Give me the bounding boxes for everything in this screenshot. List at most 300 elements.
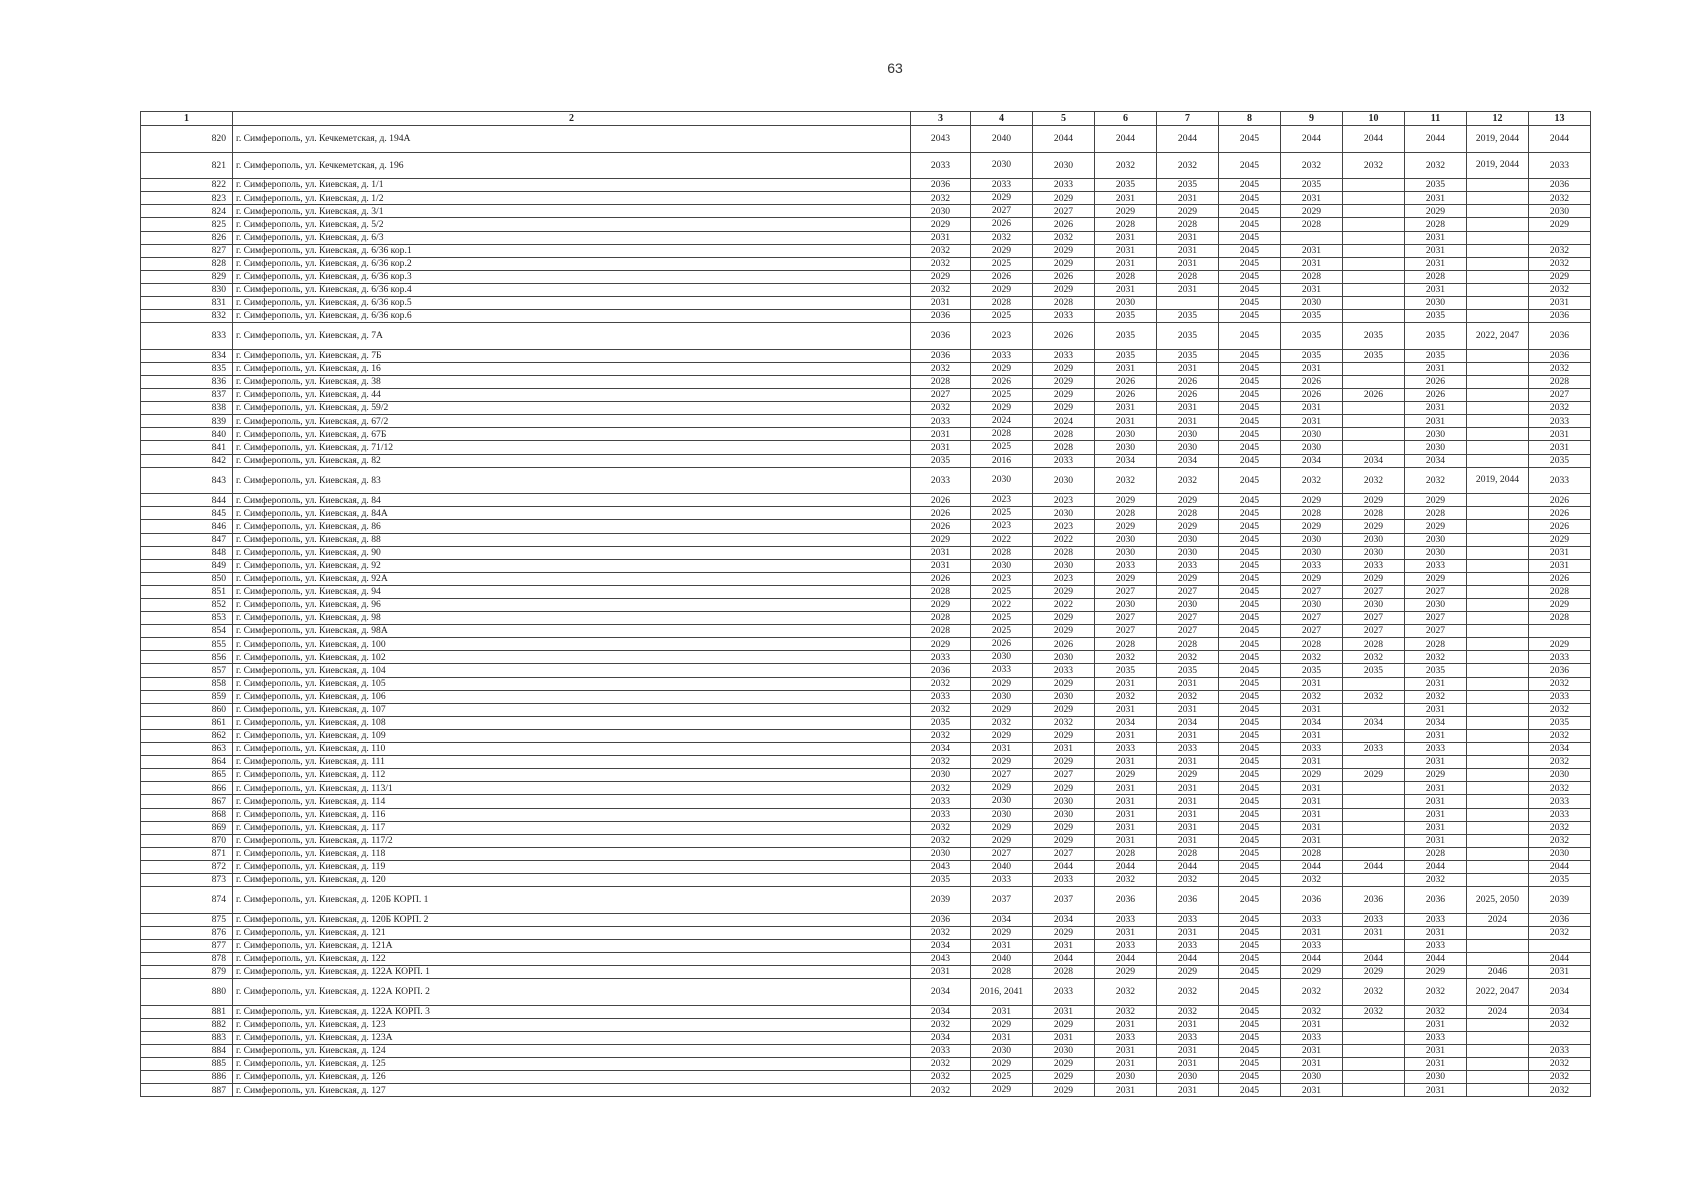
- year-cell-col-10: 2032: [1343, 467, 1405, 494]
- year-cell-col-3: 2028: [911, 585, 971, 598]
- year-cell-col-6: 2026: [1095, 389, 1157, 402]
- year-cell-col-4: 2029: [971, 244, 1033, 257]
- address-cell: г. Симферополь, ул. Киевская, д. 114: [233, 795, 911, 808]
- table-row: [141, 454, 1591, 467]
- year-cell-col-12: [1467, 362, 1529, 375]
- year-cell-col-11: 2029: [1405, 769, 1467, 782]
- row-number-cell: 870: [141, 834, 233, 847]
- year-cell-col-3: 2043: [911, 952, 971, 965]
- year-cell-col-13: 2029: [1529, 270, 1591, 283]
- year-cell-col-9: 2033: [1281, 939, 1343, 952]
- address-cell: г. Симферополь, ул. Киевская, д. 44: [233, 389, 911, 402]
- year-cell-col-12: [1467, 507, 1529, 520]
- year-cell-col-11: 2044: [1405, 860, 1467, 873]
- year-cell-col-9: 2033: [1281, 1031, 1343, 1044]
- year-cell-col-11: 2031: [1405, 1084, 1467, 1097]
- year-cell-col-4: 2033: [971, 664, 1033, 677]
- year-cell-col-6: 2030: [1095, 428, 1157, 441]
- year-cell-col-5: 2031: [1033, 1031, 1095, 1044]
- table-row: [141, 729, 1591, 742]
- header-row: [141, 112, 1591, 126]
- address-cell: г. Симферополь, ул. Киевская, д. 104: [233, 664, 911, 677]
- address-cell: г. Симферополь, ул. Киевская, д. 125: [233, 1058, 911, 1071]
- row-number-cell: 867: [141, 795, 233, 808]
- year-cell-col-12: [1467, 218, 1529, 231]
- year-cell-col-11: 2031: [1405, 795, 1467, 808]
- year-cell-col-7: 2034: [1157, 454, 1219, 467]
- year-cell-col-10: 2029: [1343, 966, 1405, 979]
- year-cell-col-13: 2029: [1529, 599, 1591, 612]
- address-cell: г. Симферополь, ул. Киевская, д. 6/36 кор.3: [233, 270, 911, 283]
- year-cell-col-11: 2031: [1405, 821, 1467, 834]
- year-cell-col-8: 2045: [1219, 782, 1281, 795]
- year-cell-col-12: [1467, 231, 1529, 244]
- year-cell-col-3: 2034: [911, 939, 971, 952]
- year-cell-col-5: 2033: [1033, 664, 1095, 677]
- year-cell-col-5: 2044: [1033, 126, 1095, 153]
- table-row: [141, 402, 1591, 415]
- year-cell-col-8: 2045: [1219, 703, 1281, 716]
- year-cell-col-7: 2031: [1157, 677, 1219, 690]
- year-cell-col-12: [1467, 428, 1529, 441]
- year-cell-col-6: 2028: [1095, 218, 1157, 231]
- address-cell: г. Симферополь, ул. Киевская, д. 108: [233, 716, 911, 729]
- year-cell-col-10: 2030: [1343, 546, 1405, 559]
- year-cell-col-7: 2035: [1157, 310, 1219, 323]
- year-cell-col-10: [1343, 415, 1405, 428]
- year-cell-col-8: 2045: [1219, 231, 1281, 244]
- row-number-cell: 841: [141, 441, 233, 454]
- row-number-cell: 839: [141, 415, 233, 428]
- year-cell-col-5: 2030: [1033, 507, 1095, 520]
- column-header-13: 13: [1529, 112, 1591, 126]
- year-cell-col-7: 2028: [1157, 507, 1219, 520]
- year-cell-col-6: 2030: [1095, 441, 1157, 454]
- row-number-cell: 877: [141, 939, 233, 952]
- year-cell-col-5: 2033: [1033, 349, 1095, 362]
- year-cell-col-3: 2026: [911, 507, 971, 520]
- table-row: [141, 979, 1591, 1006]
- table-row: [141, 310, 1591, 323]
- year-cell-col-6: 2032: [1095, 651, 1157, 664]
- table-row: [141, 179, 1591, 192]
- year-cell-col-13: 2035: [1529, 873, 1591, 886]
- year-cell-col-8: 2045: [1219, 1058, 1281, 1071]
- year-cell-col-12: [1467, 690, 1529, 703]
- year-cell-col-5: 2029: [1033, 192, 1095, 205]
- year-cell-col-10: 2034: [1343, 716, 1405, 729]
- year-cell-col-6: 2032: [1095, 467, 1157, 494]
- year-cell-col-9: 2044: [1281, 126, 1343, 153]
- row-number-cell: 833: [141, 323, 233, 350]
- year-cell-col-9: 2029: [1281, 205, 1343, 218]
- year-cell-col-7: 2035: [1157, 179, 1219, 192]
- row-number-cell: 854: [141, 625, 233, 638]
- row-number-cell: 882: [141, 1018, 233, 1031]
- year-cell-col-5: 2029: [1033, 703, 1095, 716]
- year-cell-col-6: 2031: [1095, 703, 1157, 716]
- year-cell-col-9: 2033: [1281, 559, 1343, 572]
- year-cell-col-12: [1467, 283, 1529, 296]
- year-cell-col-6: 2028: [1095, 638, 1157, 651]
- year-cell-col-8: 2045: [1219, 651, 1281, 664]
- year-cell-col-12: [1467, 664, 1529, 677]
- year-cell-col-3: 2032: [911, 1018, 971, 1031]
- year-cell-col-10: [1343, 297, 1405, 310]
- year-cell-col-10: 2036: [1343, 887, 1405, 914]
- year-cell-col-4: 2033: [971, 873, 1033, 886]
- row-number-cell: 886: [141, 1071, 233, 1084]
- year-cell-col-4: 2031: [971, 939, 1033, 952]
- year-cell-col-13: 2044: [1529, 952, 1591, 965]
- year-cell-col-5: 2029: [1033, 362, 1095, 375]
- year-cell-col-12: [1467, 244, 1529, 257]
- year-cell-col-10: [1343, 179, 1405, 192]
- year-cell-col-9: 2027: [1281, 625, 1343, 638]
- row-number-cell: 826: [141, 231, 233, 244]
- address-cell: г. Симферополь, ул. Киевская, д. 105: [233, 677, 911, 690]
- year-cell-col-6: 2031: [1095, 362, 1157, 375]
- year-cell-col-5: 2024: [1033, 415, 1095, 428]
- year-cell-col-12: [1467, 703, 1529, 716]
- year-cell-col-5: 2029: [1033, 612, 1095, 625]
- year-cell-col-6: 2044: [1095, 952, 1157, 965]
- year-cell-col-8: 2045: [1219, 454, 1281, 467]
- year-cell-col-6: 2031: [1095, 808, 1157, 821]
- year-cell-col-7: 2030: [1157, 428, 1219, 441]
- row-number-cell: 880: [141, 979, 233, 1006]
- year-cell-col-8: 2045: [1219, 467, 1281, 494]
- address-cell: г. Симферополь, ул. Киевская, д. 127: [233, 1084, 911, 1097]
- year-cell-col-7: 2030: [1157, 599, 1219, 612]
- table-row: [141, 559, 1591, 572]
- year-cell-col-11: 2028: [1405, 638, 1467, 651]
- year-cell-col-4: 2032: [971, 231, 1033, 244]
- year-cell-col-4: 2040: [971, 860, 1033, 873]
- year-cell-col-8: 2045: [1219, 126, 1281, 153]
- row-number-cell: 884: [141, 1045, 233, 1058]
- year-cell-col-3: 2043: [911, 860, 971, 873]
- year-cell-col-8: 2045: [1219, 913, 1281, 926]
- year-cell-col-11: 2036: [1405, 887, 1467, 914]
- year-cell-col-5: 2032: [1033, 716, 1095, 729]
- year-cell-col-11: 2028: [1405, 218, 1467, 231]
- year-cell-col-3: 2031: [911, 231, 971, 244]
- year-cell-col-8: 2045: [1219, 402, 1281, 415]
- year-cell-col-8: 2045: [1219, 1084, 1281, 1097]
- address-cell: г. Симферополь, ул. Киевская, д. 82: [233, 454, 911, 467]
- year-cell-col-3: 2032: [911, 677, 971, 690]
- year-cell-col-5: 2030: [1033, 152, 1095, 179]
- year-cell-col-12: [1467, 795, 1529, 808]
- year-cell-col-4: 2023: [971, 572, 1033, 585]
- year-cell-col-10: [1343, 1071, 1405, 1084]
- table-row: [141, 795, 1591, 808]
- year-cell-col-10: 2032: [1343, 979, 1405, 1006]
- table-row: [141, 192, 1591, 205]
- year-cell-col-4: 2026: [971, 270, 1033, 283]
- year-cell-col-5: 2028: [1033, 546, 1095, 559]
- year-cell-col-11: 2031: [1405, 703, 1467, 716]
- year-cell-col-6: 2026: [1095, 376, 1157, 389]
- year-cell-col-3: 2033: [911, 690, 971, 703]
- table-row: [141, 270, 1591, 283]
- address-cell: г. Симферополь, ул. Киевская, д. 122: [233, 952, 911, 965]
- year-cell-col-11: 2029: [1405, 205, 1467, 218]
- table-row: [141, 257, 1591, 270]
- address-cell: г. Симферополь, ул. Киевская, д. 83: [233, 467, 911, 494]
- year-cell-col-11: 2035: [1405, 664, 1467, 677]
- year-cell-col-13: 2032: [1529, 782, 1591, 795]
- address-cell: г. Симферополь, ул. Киевская, д. 123: [233, 1018, 911, 1031]
- year-cell-col-9: 2031: [1281, 677, 1343, 690]
- year-cell-col-3: 2031: [911, 428, 971, 441]
- year-cell-col-13: 2032: [1529, 1084, 1591, 1097]
- year-cell-col-10: [1343, 257, 1405, 270]
- year-cell-col-12: [1467, 559, 1529, 572]
- year-cell-col-6: 2031: [1095, 834, 1157, 847]
- row-number-cell: 829: [141, 270, 233, 283]
- year-cell-col-3: 2031: [911, 559, 971, 572]
- year-cell-col-8: 2045: [1219, 428, 1281, 441]
- year-cell-col-10: [1343, 244, 1405, 257]
- year-cell-col-9: 2026: [1281, 389, 1343, 402]
- year-cell-col-8: 2045: [1219, 559, 1281, 572]
- year-cell-col-8: 2045: [1219, 494, 1281, 507]
- year-cell-col-3: 2028: [911, 625, 971, 638]
- year-cell-col-8: 2045: [1219, 743, 1281, 756]
- year-cell-col-3: 2032: [911, 402, 971, 415]
- year-cell-col-12: [1467, 572, 1529, 585]
- year-cell-col-12: [1467, 651, 1529, 664]
- year-cell-col-13: 2032: [1529, 283, 1591, 296]
- year-cell-col-9: 2035: [1281, 664, 1343, 677]
- table-header: [141, 112, 1591, 126]
- column-header-8: 8: [1219, 112, 1281, 126]
- year-cell-col-6: 2030: [1095, 1071, 1157, 1084]
- year-cell-col-9: 2030: [1281, 546, 1343, 559]
- row-number-cell: 842: [141, 454, 233, 467]
- year-cell-col-6: 2035: [1095, 179, 1157, 192]
- year-cell-col-8: 2045: [1219, 808, 1281, 821]
- year-cell-col-9: 2031: [1281, 1018, 1343, 1031]
- year-cell-col-12: [1467, 808, 1529, 821]
- year-cell-col-7: 2031: [1157, 729, 1219, 742]
- year-cell-col-12: 2022, 2047: [1467, 323, 1529, 350]
- year-cell-col-13: 2036: [1529, 664, 1591, 677]
- row-number-cell: 848: [141, 546, 233, 559]
- table-row: [141, 1071, 1591, 1084]
- address-cell: г. Симферополь, ул. Киевская, д. 1/1: [233, 179, 911, 192]
- table-row: [141, 612, 1591, 625]
- year-cell-col-10: [1343, 362, 1405, 375]
- year-cell-col-12: [1467, 834, 1529, 847]
- year-cell-col-4: 2025: [971, 612, 1033, 625]
- year-cell-col-5: 2029: [1033, 283, 1095, 296]
- year-cell-col-9: 2031: [1281, 703, 1343, 716]
- table-row: [141, 244, 1591, 257]
- year-cell-col-5: 2026: [1033, 270, 1095, 283]
- year-cell-col-4: 2025: [971, 585, 1033, 598]
- year-cell-col-3: 2026: [911, 572, 971, 585]
- year-cell-col-5: 2031: [1033, 939, 1095, 952]
- year-cell-col-9: 2033: [1281, 913, 1343, 926]
- address-cell: г. Симферополь, ул. Киевская, д. 59/2: [233, 402, 911, 415]
- row-number-cell: 883: [141, 1031, 233, 1044]
- year-cell-col-9: 2036: [1281, 887, 1343, 914]
- year-cell-col-4: 2028: [971, 428, 1033, 441]
- year-cell-col-5: 2033: [1033, 179, 1095, 192]
- year-cell-col-9: 2028: [1281, 638, 1343, 651]
- year-cell-col-3: 2033: [911, 1045, 971, 1058]
- year-cell-col-9: 2034: [1281, 454, 1343, 467]
- year-cell-col-7: 2033: [1157, 559, 1219, 572]
- year-cell-col-3: 2039: [911, 887, 971, 914]
- year-cell-col-7: 2031: [1157, 402, 1219, 415]
- year-cell-col-11: 2028: [1405, 270, 1467, 283]
- table-row: [141, 126, 1591, 153]
- year-cell-col-10: 2028: [1343, 507, 1405, 520]
- year-cell-col-10: [1343, 729, 1405, 742]
- address-cell: г. Симферополь, ул. Киевская, д. 6/36 кор.4: [233, 283, 911, 296]
- row-number-cell: 858: [141, 677, 233, 690]
- year-cell-col-8: 2045: [1219, 612, 1281, 625]
- table-row: [141, 415, 1591, 428]
- year-cell-col-4: 2031: [971, 1031, 1033, 1044]
- year-cell-col-13: 2032: [1529, 244, 1591, 257]
- year-cell-col-7: 2032: [1157, 152, 1219, 179]
- year-cell-col-13: 2034: [1529, 743, 1591, 756]
- year-cell-col-13: 2034: [1529, 979, 1591, 1006]
- table-row: [141, 533, 1591, 546]
- year-cell-col-6: 2031: [1095, 677, 1157, 690]
- table-row: [141, 572, 1591, 585]
- year-cell-col-7: 2032: [1157, 1005, 1219, 1018]
- column-header-4: 4: [971, 112, 1033, 126]
- year-cell-col-4: 2022: [971, 599, 1033, 612]
- year-cell-col-6: 2031: [1095, 795, 1157, 808]
- year-cell-col-10: [1343, 205, 1405, 218]
- year-cell-col-9: 2031: [1281, 415, 1343, 428]
- year-cell-col-12: 2019, 2044: [1467, 152, 1529, 179]
- year-cell-col-12: [1467, 873, 1529, 886]
- year-cell-col-10: [1343, 231, 1405, 244]
- row-number-cell: 820: [141, 126, 233, 153]
- row-number-cell: 840: [141, 428, 233, 441]
- row-number-cell: 869: [141, 821, 233, 834]
- year-cell-col-10: 2033: [1343, 559, 1405, 572]
- year-cell-col-13: 2033: [1529, 690, 1591, 703]
- year-cell-col-12: [1467, 847, 1529, 860]
- year-cell-col-12: 2022, 2047: [1467, 979, 1529, 1006]
- year-cell-col-10: 2034: [1343, 454, 1405, 467]
- table-row: [141, 690, 1591, 703]
- year-cell-col-8: 2045: [1219, 310, 1281, 323]
- row-number-cell: 872: [141, 860, 233, 873]
- year-cell-col-12: 2024: [1467, 913, 1529, 926]
- row-number-cell: 868: [141, 808, 233, 821]
- table-row: [141, 599, 1591, 612]
- year-cell-col-13: 2027: [1529, 389, 1591, 402]
- year-cell-col-10: [1343, 192, 1405, 205]
- year-cell-col-9: 2028: [1281, 218, 1343, 231]
- address-cell: г. Симферополь, ул. Киевская, д. 107: [233, 703, 911, 716]
- year-cell-col-4: 2029: [971, 1058, 1033, 1071]
- year-cell-col-13: 2029: [1529, 638, 1591, 651]
- year-cell-col-11: 2032: [1405, 979, 1467, 1006]
- year-cell-col-5: 2029: [1033, 729, 1095, 742]
- year-cell-col-7: 2030: [1157, 533, 1219, 546]
- year-cell-col-4: 2025: [971, 310, 1033, 323]
- table-row: [141, 716, 1591, 729]
- year-cell-col-12: [1467, 297, 1529, 310]
- year-cell-col-4: 2037: [971, 887, 1033, 914]
- year-cell-col-9: 2035: [1281, 310, 1343, 323]
- year-cell-col-10: [1343, 795, 1405, 808]
- year-cell-col-9: 2032: [1281, 152, 1343, 179]
- year-cell-col-5: 2022: [1033, 533, 1095, 546]
- year-cell-col-4: 2030: [971, 808, 1033, 821]
- year-cell-col-3: 2032: [911, 756, 971, 769]
- address-cell: г. Симферополь, ул. Киевская, д. 126: [233, 1071, 911, 1084]
- year-cell-col-13: 2031: [1529, 546, 1591, 559]
- address-cell: г. Симферополь, ул. Киевская, д. 16: [233, 362, 911, 375]
- year-cell-col-5: 2027: [1033, 769, 1095, 782]
- year-cell-col-8: 2045: [1219, 362, 1281, 375]
- year-cell-col-12: [1467, 782, 1529, 795]
- year-cell-col-5: 2028: [1033, 297, 1095, 310]
- address-cell: г. Симферополь, ул. Киевская, д. 112: [233, 769, 911, 782]
- address-cell: г. Симферополь, ул. Киевская, д. 102: [233, 651, 911, 664]
- address-cell: г. Симферополь, ул. Кечкеметская, д. 196: [233, 152, 911, 179]
- table-row: [141, 283, 1591, 296]
- year-cell-col-12: 2025, 2050: [1467, 887, 1529, 914]
- year-cell-col-6: 2032: [1095, 979, 1157, 1006]
- year-cell-col-12: [1467, 205, 1529, 218]
- year-cell-col-4: 2016, 2041: [971, 979, 1033, 1006]
- year-cell-col-13: 2032: [1529, 703, 1591, 716]
- address-cell: г. Симферополь, ул. Киевская, д. 122А КОРП. 3: [233, 1005, 911, 1018]
- year-cell-col-10: 2032: [1343, 152, 1405, 179]
- year-cell-col-10: 2044: [1343, 126, 1405, 153]
- year-cell-col-8: 2045: [1219, 1018, 1281, 1031]
- row-number-cell: 863: [141, 743, 233, 756]
- year-cell-col-7: 2031: [1157, 1018, 1219, 1031]
- year-cell-col-3: 2032: [911, 926, 971, 939]
- table-row: [141, 349, 1591, 362]
- year-cell-col-5: 2028: [1033, 441, 1095, 454]
- table-row: [141, 152, 1591, 179]
- year-cell-col-10: [1343, 821, 1405, 834]
- row-number-cell: 823: [141, 192, 233, 205]
- year-cell-col-3: 2031: [911, 441, 971, 454]
- year-cell-col-7: 2033: [1157, 1031, 1219, 1044]
- year-cell-col-11: 2028: [1405, 847, 1467, 860]
- row-number-cell: 844: [141, 494, 233, 507]
- year-cell-col-8: 2045: [1219, 152, 1281, 179]
- table-row: [141, 703, 1591, 716]
- year-cell-col-3: 2032: [911, 821, 971, 834]
- column-header-3: 3: [911, 112, 971, 126]
- year-cell-col-4: 2040: [971, 126, 1033, 153]
- year-cell-col-7: 2026: [1157, 376, 1219, 389]
- table-row: [141, 585, 1591, 598]
- year-cell-col-6: 2035: [1095, 323, 1157, 350]
- year-cell-col-10: 2031: [1343, 926, 1405, 939]
- year-cell-col-12: [1467, 769, 1529, 782]
- year-cell-col-13: 2031: [1529, 441, 1591, 454]
- address-cell: г. Симферополь, ул. Киевская, д. 120: [233, 873, 911, 886]
